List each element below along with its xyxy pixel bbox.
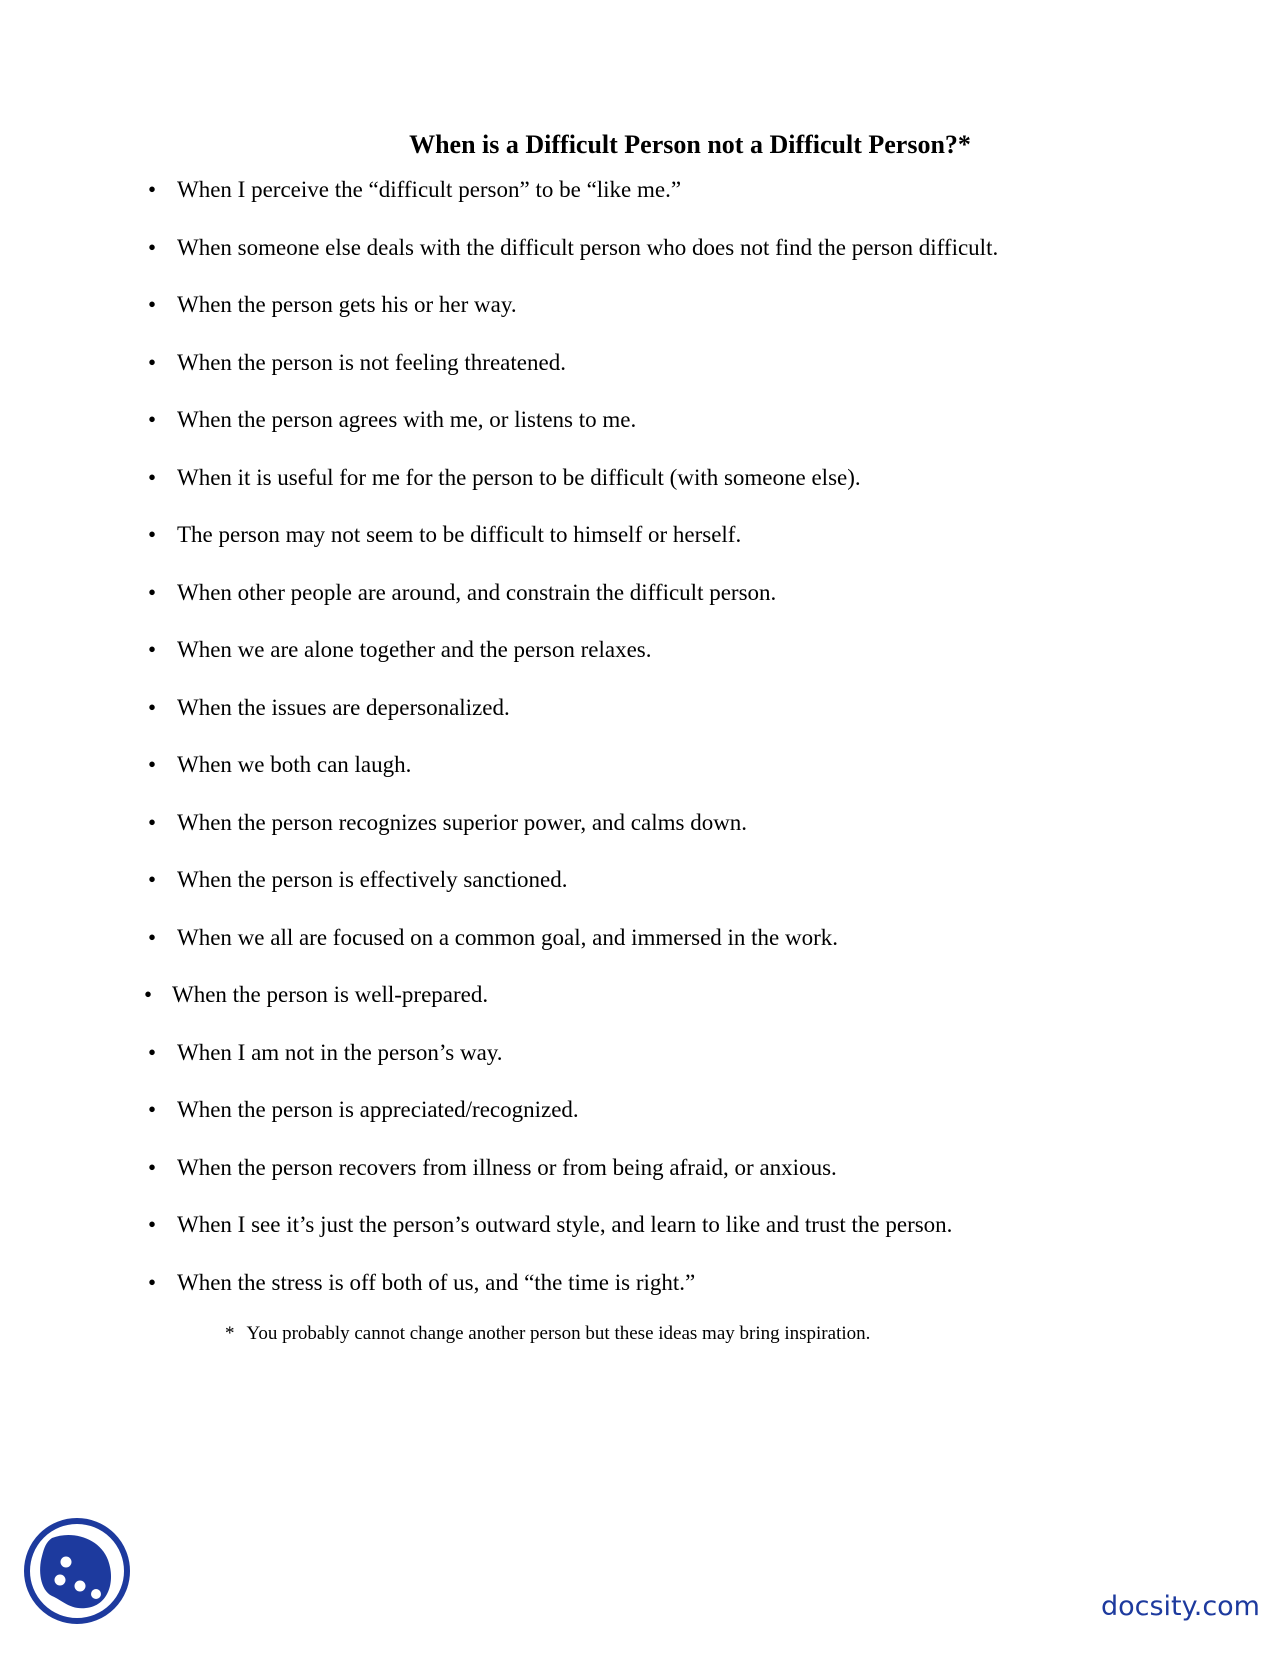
bullet-icon: • xyxy=(148,637,157,662)
list-item-text: When the stress is off both of us, and “the time is right.” xyxy=(177,1269,696,1295)
list-item xyxy=(0,1269,1200,1327)
bullet-icon: • xyxy=(148,1212,157,1237)
bullet-icon: • xyxy=(148,177,157,202)
bullet-icon: • xyxy=(148,1154,157,1180)
list-item xyxy=(0,1154,1200,1212)
bullet-icon: • xyxy=(148,579,157,605)
docsity-logo-icon[interactable] xyxy=(22,1516,132,1626)
list-item xyxy=(0,981,1200,1039)
list-item xyxy=(0,234,1200,292)
list-item xyxy=(0,579,1200,637)
list-item xyxy=(0,924,1200,982)
footnote-mark: * xyxy=(225,1323,235,1344)
list-item xyxy=(0,1096,1200,1154)
list-item-text: When it is useful for me for the person to be difficult (with someone else). xyxy=(177,464,861,490)
bullet-icon: • xyxy=(148,234,157,260)
list-item xyxy=(0,809,1200,867)
bullet-icon: • xyxy=(148,809,157,835)
bullet-icon: • xyxy=(148,752,157,777)
bullet-icon: • xyxy=(148,867,157,892)
list-item-text: When the person is appreciated/recognized. xyxy=(177,1097,579,1122)
list-item-text: When the person is not feeling threatened. xyxy=(177,349,566,375)
list-item xyxy=(0,636,1200,694)
list-item-text: When I see it’s just the person’s outward style, and learn to like and trust the person. xyxy=(177,1212,953,1237)
list-item-text: When the issues are depersonalized. xyxy=(177,694,510,720)
list-item-text: When someone else deals with the difficult person who does not find the person difficult. xyxy=(177,234,999,260)
bullet-icon: • xyxy=(148,292,157,317)
list-item-text: When the person recognizes superior power, and calms down. xyxy=(177,809,748,835)
footnote-text: You probably cannot change another person but these ideas may bring inspiration. xyxy=(246,1323,871,1344)
bullet-icon: • xyxy=(148,1039,157,1065)
list-item-text: When I perceive the “difficult person” to be “like me.” xyxy=(177,177,682,202)
bullet-icon: • xyxy=(148,1097,157,1122)
list-item xyxy=(0,464,1200,522)
page-title: When is a Difficult Person not a Difficult Person?* xyxy=(409,130,971,160)
list-item-text: When the person agrees with me, or listens to me. xyxy=(177,407,637,432)
site-name[interactable]: docsity.com xyxy=(1100,1591,1260,1622)
bullet-icon: • xyxy=(148,349,157,375)
list-item xyxy=(0,751,1200,809)
list-item xyxy=(0,521,1200,579)
list-item-text: When we are alone together and the person relaxes. xyxy=(177,637,652,662)
list-item-text: When the person gets his or her way. xyxy=(177,292,517,317)
bullet-icon: • xyxy=(148,522,157,547)
list-item xyxy=(0,406,1200,464)
list-item-text: When other people are around, and constrain the difficult person. xyxy=(177,579,777,605)
list-item-text: When we all are focused on a common goal, and immersed in the work. xyxy=(177,924,839,950)
list-item xyxy=(0,1039,1200,1097)
bullet-icon: • xyxy=(148,924,157,950)
list-item xyxy=(0,349,1200,407)
list-item-text: When the person is effectively sanctioned. xyxy=(177,867,568,892)
list-item xyxy=(0,176,1200,234)
list-item-text: When we both can laugh. xyxy=(177,752,412,777)
bullet-icon: • xyxy=(148,464,157,490)
list-item-text: The person may not seem to be difficult to himself or herself. xyxy=(177,522,742,547)
list-item xyxy=(0,291,1200,349)
list-item xyxy=(0,694,1200,752)
bullet-icon: • xyxy=(148,1269,157,1295)
bullet-icon: • xyxy=(144,982,153,1007)
list-item xyxy=(0,1211,1200,1269)
list-item-text: When the person is well-prepared. xyxy=(172,982,489,1007)
bullet-icon: • xyxy=(148,694,157,720)
bullet-icon: • xyxy=(148,407,157,432)
list-item-text: When I am not in the person’s way. xyxy=(177,1039,503,1065)
footnote xyxy=(225,1322,870,1346)
list-item-text: When the person recovers from illness or from being afraid, or anxious. xyxy=(177,1154,837,1180)
bullet-list xyxy=(0,176,1200,1326)
list-item xyxy=(0,866,1200,924)
